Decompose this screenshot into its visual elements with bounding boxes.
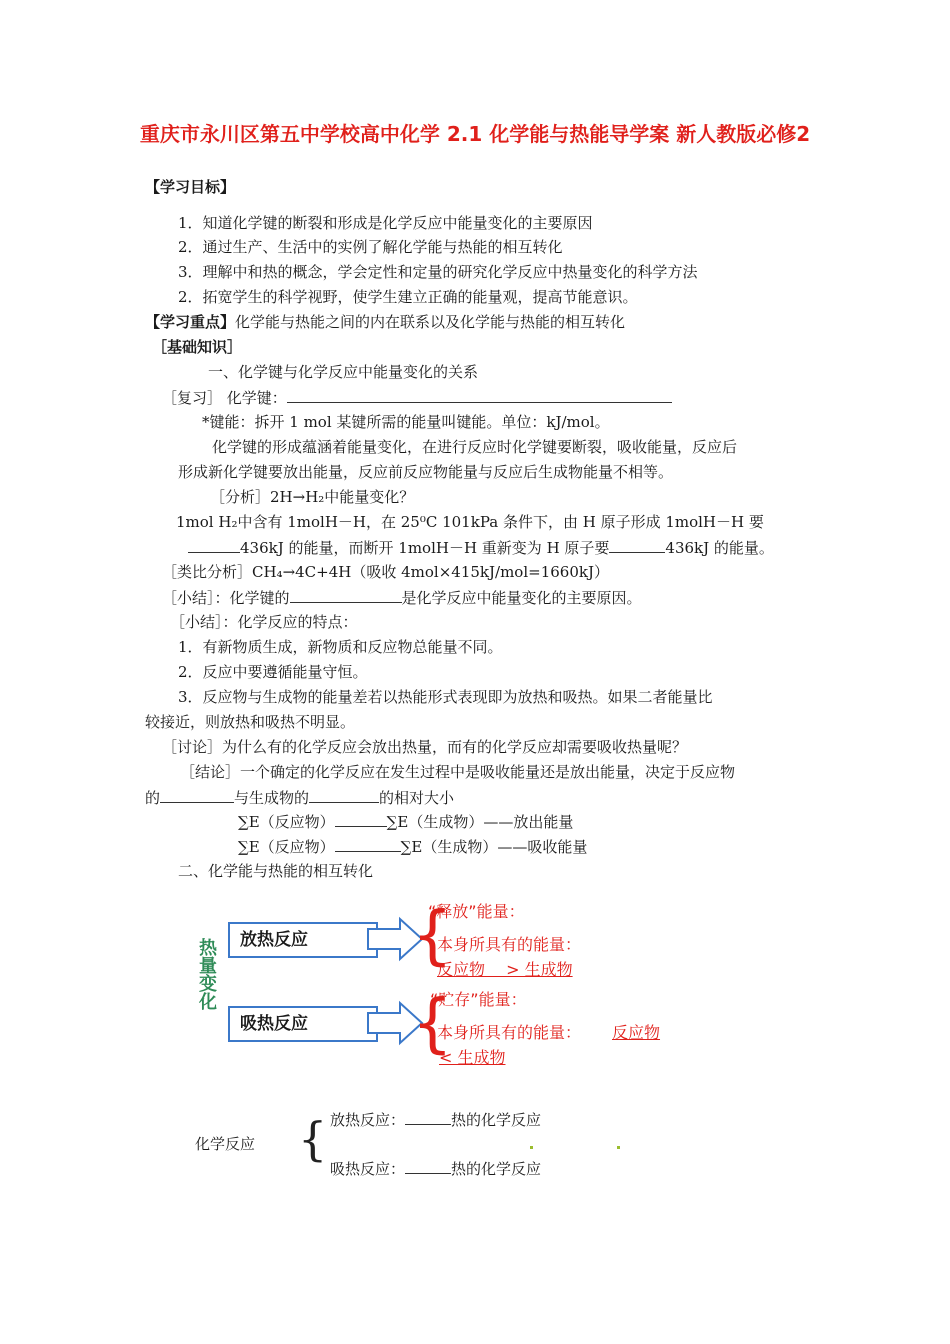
discussion-line: ［讨论］为什么有的化学反应会放出热量，而有的化学反应却需要吸收热量呢？	[162, 738, 688, 756]
paragraph-line: 形成新化学键要放出能量，反应前反应物能量与反应后生成物能量不相等。	[178, 463, 674, 481]
part1-title: 一、化学键与化学反应中能量变化的关系	[208, 363, 479, 381]
review-label: ［复习］ 化学键：	[162, 389, 287, 407]
endo-line-1: “贮存”能量：	[430, 990, 527, 1009]
h2-line-blanks	[188, 537, 774, 558]
exo-line-2: 本身所具有的能量：	[437, 935, 582, 954]
def-text: 放热反应：	[330, 1111, 406, 1129]
objectives-heading: 【学习目标】	[145, 178, 236, 196]
feature-item: 2．反应中要遵循能量守恒。	[178, 663, 368, 681]
sum-text: ∑E（反应物）	[238, 813, 335, 831]
blank-field	[188, 537, 240, 553]
feature-item-cont: 较接近，则放热和吸热不明显。	[145, 713, 356, 731]
analogy-line: ［类比分析］CH₄→4C+4H（吸收 4mol×415kJ/mol=1660kJ）	[162, 563, 609, 581]
diagram-side-label	[192, 938, 220, 1016]
blank-field	[287, 387, 672, 403]
conclusion-text: 的相对大小	[379, 789, 455, 807]
blank-field	[290, 587, 402, 603]
sum-text: ∑E（反应物）	[238, 838, 335, 856]
exothermic-box: 放热反应	[228, 922, 378, 958]
def-text: 热的化学反应	[451, 1160, 542, 1178]
sum-text: ∑E（生成物）——放出能量	[386, 813, 574, 831]
summary-line	[162, 587, 642, 608]
blank-field	[609, 537, 665, 553]
focus-line	[145, 312, 625, 332]
h2-mid-text: 436kJ 的能量，而断开 1molH－H 重新变为 H 原子要	[240, 539, 610, 557]
endo-line-2: 本身所具有的能量：	[437, 1023, 582, 1042]
summary-text-a: ［小结］：化学键的	[162, 589, 290, 607]
feature-item: 1．有新物质生成，新物质和反应物总能量不同。	[178, 638, 503, 656]
side-label-text: 热量变化	[196, 938, 217, 1010]
blank-field	[160, 787, 234, 803]
objective-item: 1．知道化学键的断裂和形成是化学反应中能量变化的主要原因	[178, 214, 593, 232]
focus-heading: 【学习重点】	[145, 313, 236, 331]
exothermic-def	[330, 1109, 541, 1130]
bond-energy-definition: *键能：拆开 1 mol 某键所需的能量叫键能。单位：kJ/mol。	[202, 413, 610, 431]
decorative-dot	[530, 1146, 533, 1149]
brace-icon: {	[412, 899, 453, 973]
part2-title: 二、化学能与热能的相互转化	[178, 862, 374, 880]
objective-item: 2．通过生产、生活中的实例了解化学能与热能的相互转化	[178, 238, 563, 256]
summary-text-b: 是化学反应中能量变化的主要原因。	[401, 589, 642, 607]
blank-field	[405, 1158, 451, 1174]
blank-field	[335, 811, 387, 827]
blank-field	[335, 836, 401, 852]
conclusion-blanks	[145, 787, 454, 808]
blank-field	[309, 787, 379, 803]
def-text: 吸热反应：	[330, 1160, 406, 1178]
endothermic-def	[330, 1158, 541, 1179]
endo-line-3: 反应物	[612, 1023, 661, 1042]
summary-heading: ［小结］：化学反应的特点：	[170, 613, 358, 631]
conclusion-text: 的	[145, 789, 161, 807]
objective-item: 2．拓宽学生的科学视野，使学生建立正确的能量观，提高节能意识。	[178, 288, 638, 306]
conclusion-line: ［结论］一个确定的化学反应在发生过程中是吸收能量还是放出能量，决定于反应物	[180, 763, 736, 781]
basics-heading: ［基础知识］	[152, 338, 243, 356]
analysis-question: ［分析］2H→H₂中能量变化？	[210, 488, 415, 506]
h2-line: 1mol H₂中含有 1molH－H，在 25⁰C 101kPa 条件下，由 H 原子形成 1molH－H 要	[176, 513, 764, 531]
endo-line-4: < 生成物	[439, 1048, 506, 1067]
conclusion-text: 与生成物的	[234, 789, 310, 807]
energy-absorb-line	[238, 836, 587, 857]
endothermic-box: 吸热反应	[228, 1006, 378, 1042]
paragraph-line: 化学键的形成蕴涵着能量变化，在进行反应时化学键要断裂，吸收能量，反应后	[212, 438, 738, 456]
objective-item: 3．理解中和热的概念，学会定性和定量的研究化学反应中热量变化的科学方法	[178, 263, 698, 281]
heat-change-diagram	[180, 900, 700, 1090]
feature-item: 3．反应物与生成物的能量差若以热能形式表现即为放热和吸热。如果二者能量比	[178, 688, 713, 706]
document-title: 重庆市永川区第五中学校高中化学 2.1 化学能与热能导学案 新人教版必修2	[139, 122, 811, 146]
sum-text: ∑E（生成物）——吸收能量	[400, 838, 588, 856]
h2-end-text: 436kJ 的能量。	[665, 539, 774, 557]
blank-field	[405, 1109, 451, 1125]
exo-line-1: “释放”能量：	[428, 902, 525, 921]
brace-icon: {	[298, 1112, 328, 1166]
energy-release-line	[238, 811, 573, 832]
decorative-dot	[617, 1146, 620, 1149]
def-text: 热的化学反应	[451, 1111, 542, 1129]
exo-line-3: 反应物 > 生成物	[437, 960, 573, 979]
classification-label: 化学反应	[195, 1135, 256, 1153]
brace-icon: {	[412, 987, 453, 1061]
review-line	[162, 387, 672, 408]
focus-text: 化学能与热能之间的内在联系以及化学能与热能的相互转化	[235, 313, 626, 331]
